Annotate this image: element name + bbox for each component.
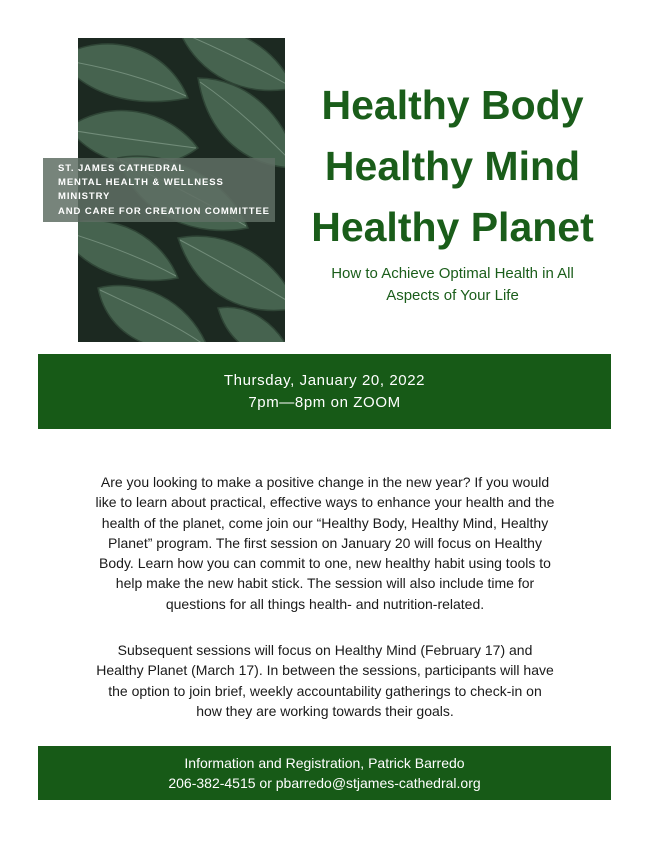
title-line: Healthy Body [321, 82, 584, 128]
organizer-label [58, 162, 288, 219]
paragraph-line: like to learn about practical, effective ways to enhance your health and the [95, 494, 555, 511]
paragraph-line: help make the new habit stick. The session will also include time for [115, 575, 535, 592]
page-title [300, 75, 605, 258]
paragraph-line: how they are working towards their goals. [196, 702, 454, 719]
subtitle [305, 263, 600, 307]
organizer-line: MENTAL HEALTH & WELLNESS [58, 177, 224, 189]
organizer-line: MINISTRY [58, 191, 111, 203]
event-time: 7pm—8pm on ZOOM [248, 394, 401, 411]
paragraph-line: health of the planet, come join our “Healthy Body, Healthy Mind, Healthy [101, 514, 549, 531]
paragraph-line: Planet” program. The first session on January 20 will focus on Healthy [108, 534, 542, 551]
subtitle-line: Aspects of Your Life [386, 287, 519, 304]
contact-details[interactable]: 206-382-4515 or pbarredo@stjames-cathedral.org [168, 775, 481, 791]
subtitle-line: How to Achieve Optimal Health in All [331, 265, 574, 282]
contact-banner [38, 746, 611, 800]
contact-heading: Information and Registration, Patrick Barredo [184, 755, 465, 771]
title-line: Healthy Planet [311, 204, 594, 250]
title-line: Healthy Mind [324, 143, 581, 189]
paragraph-line: questions for all things health- and nutrition-related. [165, 595, 485, 612]
paragraph-line: Subsequent sessions will focus on Healthy Mind (February 17) and [117, 642, 533, 658]
organizer-line: ST. JAMES CATHEDRAL [58, 163, 186, 174]
paragraph-line: Healthy Planet (March 17). In between the sessions, participants will have [96, 662, 554, 679]
description-paragraph [74, 472, 576, 614]
paragraph-line: the option to join brief, weekly accountability gatherings to check-in on [108, 682, 542, 699]
paragraph-line: Are you looking to make a positive change in the new year? If you would [100, 474, 550, 490]
paragraph-line: Body. Learn how you can commit to one, new healthy habit using tools to [99, 555, 551, 572]
sessions-paragraph [74, 640, 576, 721]
event-date: Thursday, January 20, 2022 [223, 372, 426, 389]
event-banner [38, 354, 611, 429]
organizer-line: AND CARE FOR CREATION COMMITTEE [58, 205, 270, 217]
